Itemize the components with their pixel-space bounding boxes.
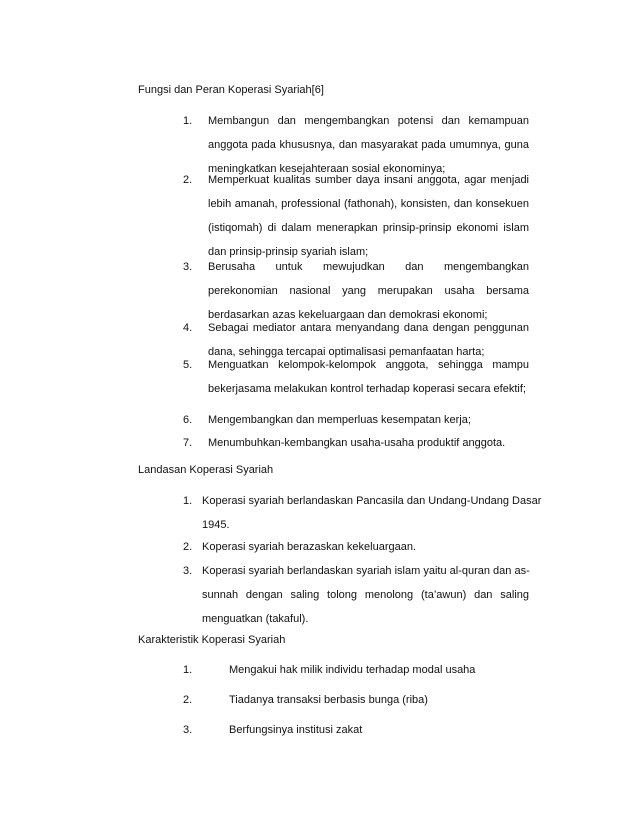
section-heading: Fungsi dan Peran Koperasi Syariah[6] xyxy=(138,84,324,96)
list-item-text xyxy=(208,173,529,269)
text-line: (istiqomah) di dalam menerapkan prinsip-prinsip ekonomi islam xyxy=(208,222,529,234)
list-item-text xyxy=(208,413,529,437)
text-line: Mengembangkan dan memperluas kesempatan kerja; xyxy=(208,414,471,426)
text-line: 1945. xyxy=(202,519,230,531)
list-item-text xyxy=(208,436,529,460)
text-line: bekerjasama melakukan kontrol terhadap koperasi secara efektif; xyxy=(208,383,526,395)
text-line: Koperasi syariah berazaskan kekeluargaan. xyxy=(202,541,417,553)
list-item-text xyxy=(229,723,529,747)
list-item-number: 1. xyxy=(183,495,193,507)
text-line: anggota pada khususnya, dan masyarakat pada umumnya, guna xyxy=(208,139,529,151)
list-item-number: 3. xyxy=(183,261,193,273)
list-item-number: 2. xyxy=(183,694,193,706)
text-line: dana, sehingga tercapai optimalisasi pemanfaatan harta; xyxy=(208,346,485,358)
list-item-text xyxy=(229,663,529,687)
list-item-text xyxy=(202,540,529,564)
text-line: Koperasi syariah berlandaskan Pancasila dan Undang-Undang Dasar xyxy=(202,495,542,507)
text-line: dan prinsip-prinsip syariah islam; xyxy=(208,246,369,258)
list-item-text xyxy=(208,358,529,406)
list-item-number: 2. xyxy=(183,541,193,553)
list-item-number: 1. xyxy=(183,115,193,127)
text-line: Koperasi syariah berlandaskan syariah islam yaitu al-quran dan as- xyxy=(202,565,530,577)
text-line: Membangun dan mengembangkan potensi dan kemampuan xyxy=(208,115,529,127)
text-line: Sebagai mediator antara menyandang dana dengan penggunan xyxy=(208,322,529,334)
list-item-text xyxy=(202,564,529,636)
text-line: Memperkuat kualitas sumber daya insani anggota, agar menjadi xyxy=(208,174,529,186)
text-line: Berfungsinya institusi zakat xyxy=(229,724,363,736)
text-line: Menguatkan kelompok-kelompok anggota, sehingga mampu xyxy=(208,359,529,371)
list-item-number: 3. xyxy=(183,565,193,577)
list-item-number: 4. xyxy=(183,322,193,334)
text-line: berdasarkan azas kekeluargaan dan demokrasi ekonomi; xyxy=(208,309,488,321)
text-line: Tiadanya transaksi berbasis bunga (riba) xyxy=(229,694,428,706)
text-line: Mengakui hak milik individu terhadap modal usaha xyxy=(229,664,476,676)
section-heading: Landasan Koperasi Syariah xyxy=(138,464,274,476)
text-line: lebih amanah, professional (fathonah), konsisten, dan konsekuen xyxy=(208,198,529,210)
list-item-number: 2. xyxy=(183,174,193,186)
list-item-text xyxy=(229,693,529,717)
section-heading: Karakteristik Koperasi Syariah xyxy=(138,634,286,646)
text-line: sunnah dengan saling tolong menolong (ta’awun) dan saling xyxy=(202,589,529,601)
list-item-number: 3. xyxy=(183,724,193,736)
text-line: Menumbuhkan-kembangkan usaha-usaha produktif anggota. xyxy=(208,437,506,449)
list-item-number: 7. xyxy=(183,437,193,449)
text-line: menguatkan (takaful). xyxy=(202,613,309,625)
text-line: Berusaha untuk mewujudkan dan mengembangkan xyxy=(208,261,529,273)
text-line: meningkatkan kesejahteraan sosial ekonominya; xyxy=(208,163,446,175)
text-line: perekonomian nasional yang merupakan usaha bersama xyxy=(208,285,529,297)
list-item-number: 6. xyxy=(183,414,193,426)
list-item-number: 5. xyxy=(183,359,193,371)
list-item-text xyxy=(202,494,542,542)
list-item-number: 1. xyxy=(183,664,193,676)
